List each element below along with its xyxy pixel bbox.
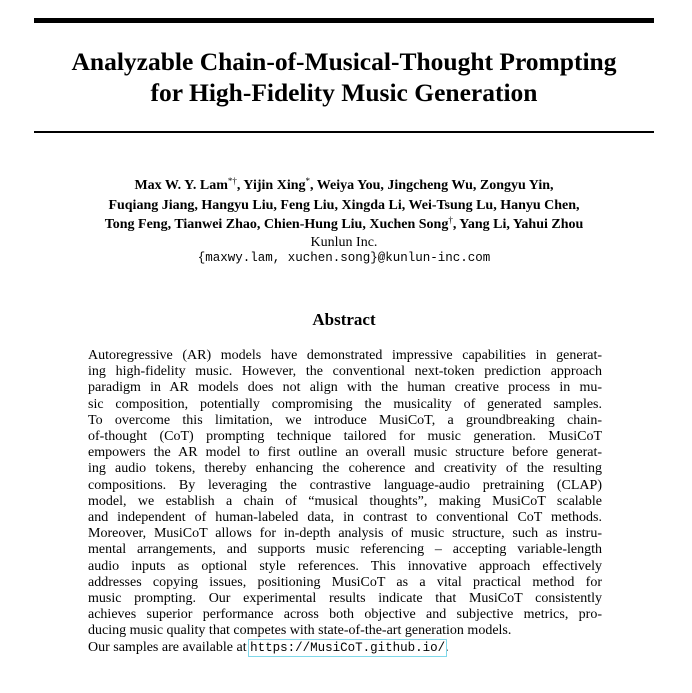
author-name: Max W. Y. Lam bbox=[134, 178, 228, 193]
abstract-line: ing audio tokens, thereby enhancing the coherence and creativity of the resulting bbox=[88, 461, 602, 477]
title-line-1: Analyzable Chain-of-Musical-Thought Prompting bbox=[71, 47, 617, 76]
abstract-line: paradigm in AR models does not align with the human creative process in mu- bbox=[88, 380, 602, 396]
author-affiliation-mark: † bbox=[448, 215, 453, 225]
abstract-line: music prompting. Our experimental results indicate that MusiCoT consistently bbox=[88, 591, 602, 607]
paper-title bbox=[34, 46, 654, 108]
abstract-line: achieves superior performance across both objective and subjective metrics, pro- bbox=[88, 607, 602, 623]
abstract-line: Moreover, MusiCoT allows for in-depth analysis of music structure, such as instru- bbox=[88, 526, 602, 542]
author-names: Tong Feng, Tianwei Zhao, Chien-Hung Liu, Xuchen Song bbox=[104, 217, 449, 232]
author-line-1 bbox=[34, 176, 654, 196]
abstract-body bbox=[88, 348, 602, 656]
author-name: , Yijin Xing bbox=[236, 178, 306, 193]
title-line-2: for High-Fidelity Music Generation bbox=[150, 78, 538, 107]
abstract-line: ducing music quality that competes with state-of-the-art generation models. bbox=[88, 623, 512, 639]
top-rule bbox=[34, 18, 654, 23]
author-names: , Yang Li, Yahui Zhou bbox=[452, 217, 584, 232]
author-names: , Weiya You, Jingcheng Wu, Zongyu Yin, bbox=[310, 178, 554, 193]
abstract-line: Autoregressive (AR) models have demonstrated impressive capabilities in generat- bbox=[88, 348, 602, 363]
abstract-line: mental arrangements, and supports music referencing – accepting variable-length bbox=[88, 542, 602, 558]
abstract-line: of-thought (CoT) prompting technique tailored for music generation. MusiCoT bbox=[88, 429, 602, 445]
abstract-line: To overcome this limitation, we introduce MusiCoT, a groundbreaking chain- bbox=[88, 412, 602, 428]
abstract-line: sic composition, potentially compromising the musicality of generated samples. bbox=[88, 396, 602, 412]
author-list bbox=[34, 176, 654, 235]
abstract-line: ing high-fidelity music. However, the conventional next-token prediction approach bbox=[88, 364, 602, 380]
affiliation: Kunlun Inc. bbox=[310, 235, 378, 250]
samples-prefix: Our samples are available at bbox=[88, 639, 251, 655]
abstract-line: compositions. By leveraging the contrastive language-audio pretraining (CLAP) bbox=[88, 477, 602, 493]
author-line-2: Fuqiang Jiang, Hangyu Liu, Feng Liu, Xingda Li, Wei-Tsung Lu, Hanyu Chen, bbox=[108, 197, 580, 213]
abstract-line: audio inputs as optional style references. This innovative approach effectively bbox=[88, 558, 602, 574]
abstract-line: model, we establish a chain of “musical thoughts”, making MusiCoT scalable bbox=[88, 493, 602, 509]
title-bottom-rule bbox=[34, 131, 654, 133]
author-affiliation-mark: * bbox=[305, 176, 311, 186]
abstract-line: addresses copying issues, positioning MusiCoT as a vital practical method for bbox=[88, 574, 602, 590]
abstract-heading: Abstract bbox=[312, 310, 376, 329]
author-email: {maxwy.lam, xuchen.song}@kunlun-inc.com bbox=[197, 251, 491, 265]
abstract-line: and independent of human-labeled data, in contrast to conventional CoT methods. bbox=[88, 510, 602, 526]
author-affiliation-mark: *† bbox=[227, 176, 237, 186]
abstract-samples-line bbox=[88, 640, 602, 656]
author-line-3 bbox=[34, 215, 654, 235]
abstract-line: empowers the AR model to first outline an overall music structure before generat- bbox=[88, 445, 602, 461]
samples-suffix: . bbox=[445, 639, 449, 655]
samples-link[interactable]: https://MusiCoT.github.io/ bbox=[250, 640, 446, 655]
